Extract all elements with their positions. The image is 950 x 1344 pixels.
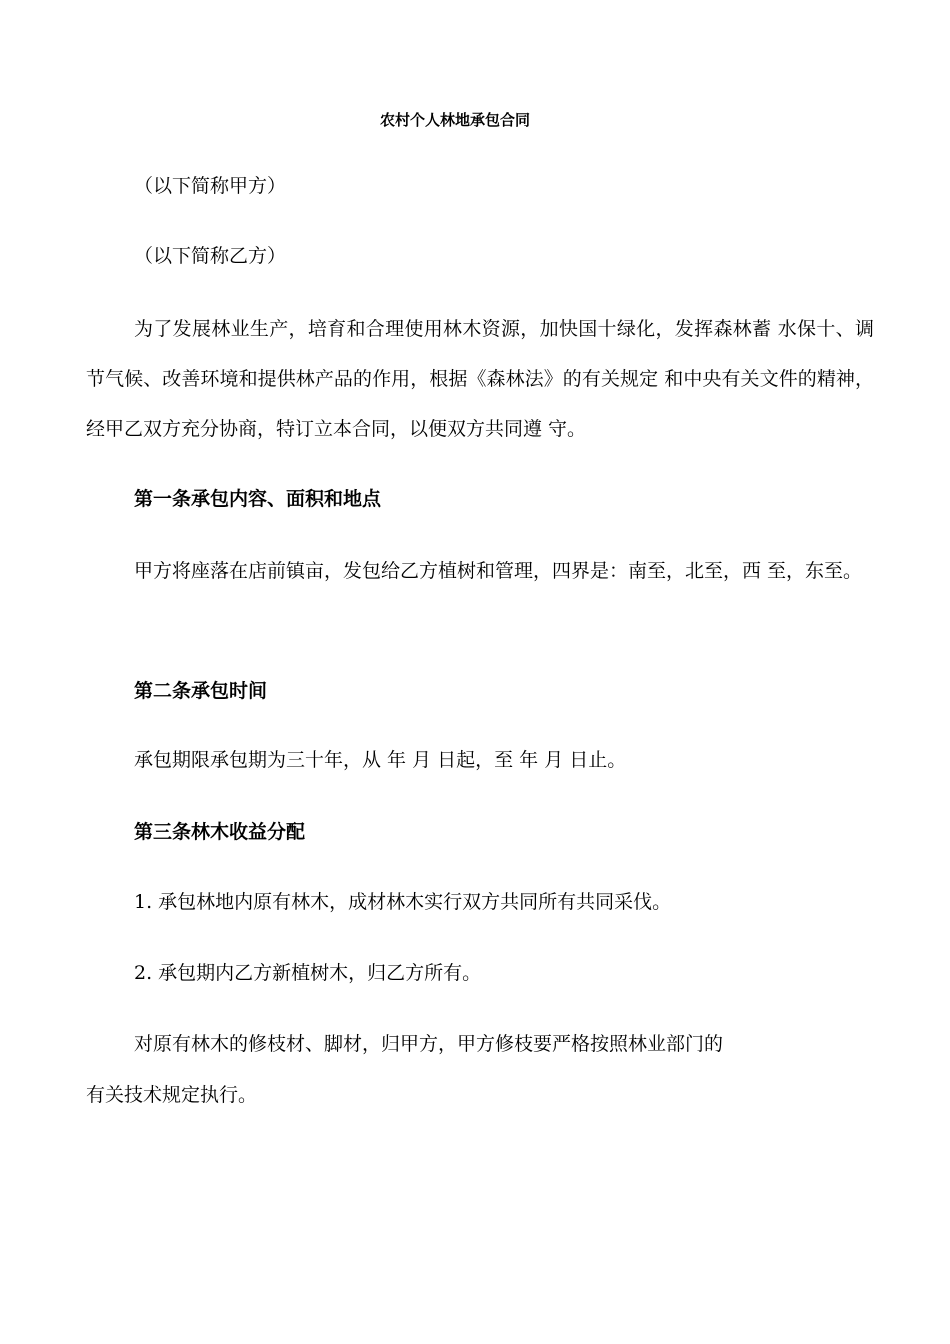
article-3-body-line-2: 有关技术规定执行。 — [86, 1084, 258, 1106]
article-2-heading: 第二条承包时间 — [134, 680, 268, 702]
article-1-heading: 第一条承包内容、面积和地点 — [134, 488, 382, 510]
article-3-item-2: 2. 承包期内乙方新植树木，归乙方所有。 — [134, 962, 482, 984]
party-b-line: （以下简称乙方） — [134, 245, 287, 267]
article-3-item-1: 1. 承包林地内原有林木，成材林木实行双方共同所有共同采伐。 — [134, 891, 672, 913]
article-2-body: 承包期限承包期为三十年，从 年 月 日起，至 年 月 日止。 — [134, 749, 627, 771]
article-3-heading: 第三条林木收益分配 — [134, 821, 306, 843]
preamble-paragraph: 为了发展林业生产，培育和合理使用林木资源，加快国十绿化，发挥森林蓄 水保十、调节气候、改善环境和提供林产品的作用，根据《森林法》的有关规定 和中央有关文件的精神，经甲乙双方充分协商，特订立本合同，以便双方共同遵 守。 — [86, 318, 874, 440]
article-3-body-line-1: 对原有林木的修枝材、脚材，归甲方，甲方修枝要严格按照林业部门的 — [134, 1033, 724, 1055]
party-a-line: （以下简称甲方） — [134, 175, 287, 197]
article-1-body: 甲方将座落在店前镇亩，发包给乙方植树和管理，四界是：南至，北至，西 至，东至。 — [134, 560, 863, 582]
document-title: 农村个人林地承包合同 — [379, 111, 530, 129]
